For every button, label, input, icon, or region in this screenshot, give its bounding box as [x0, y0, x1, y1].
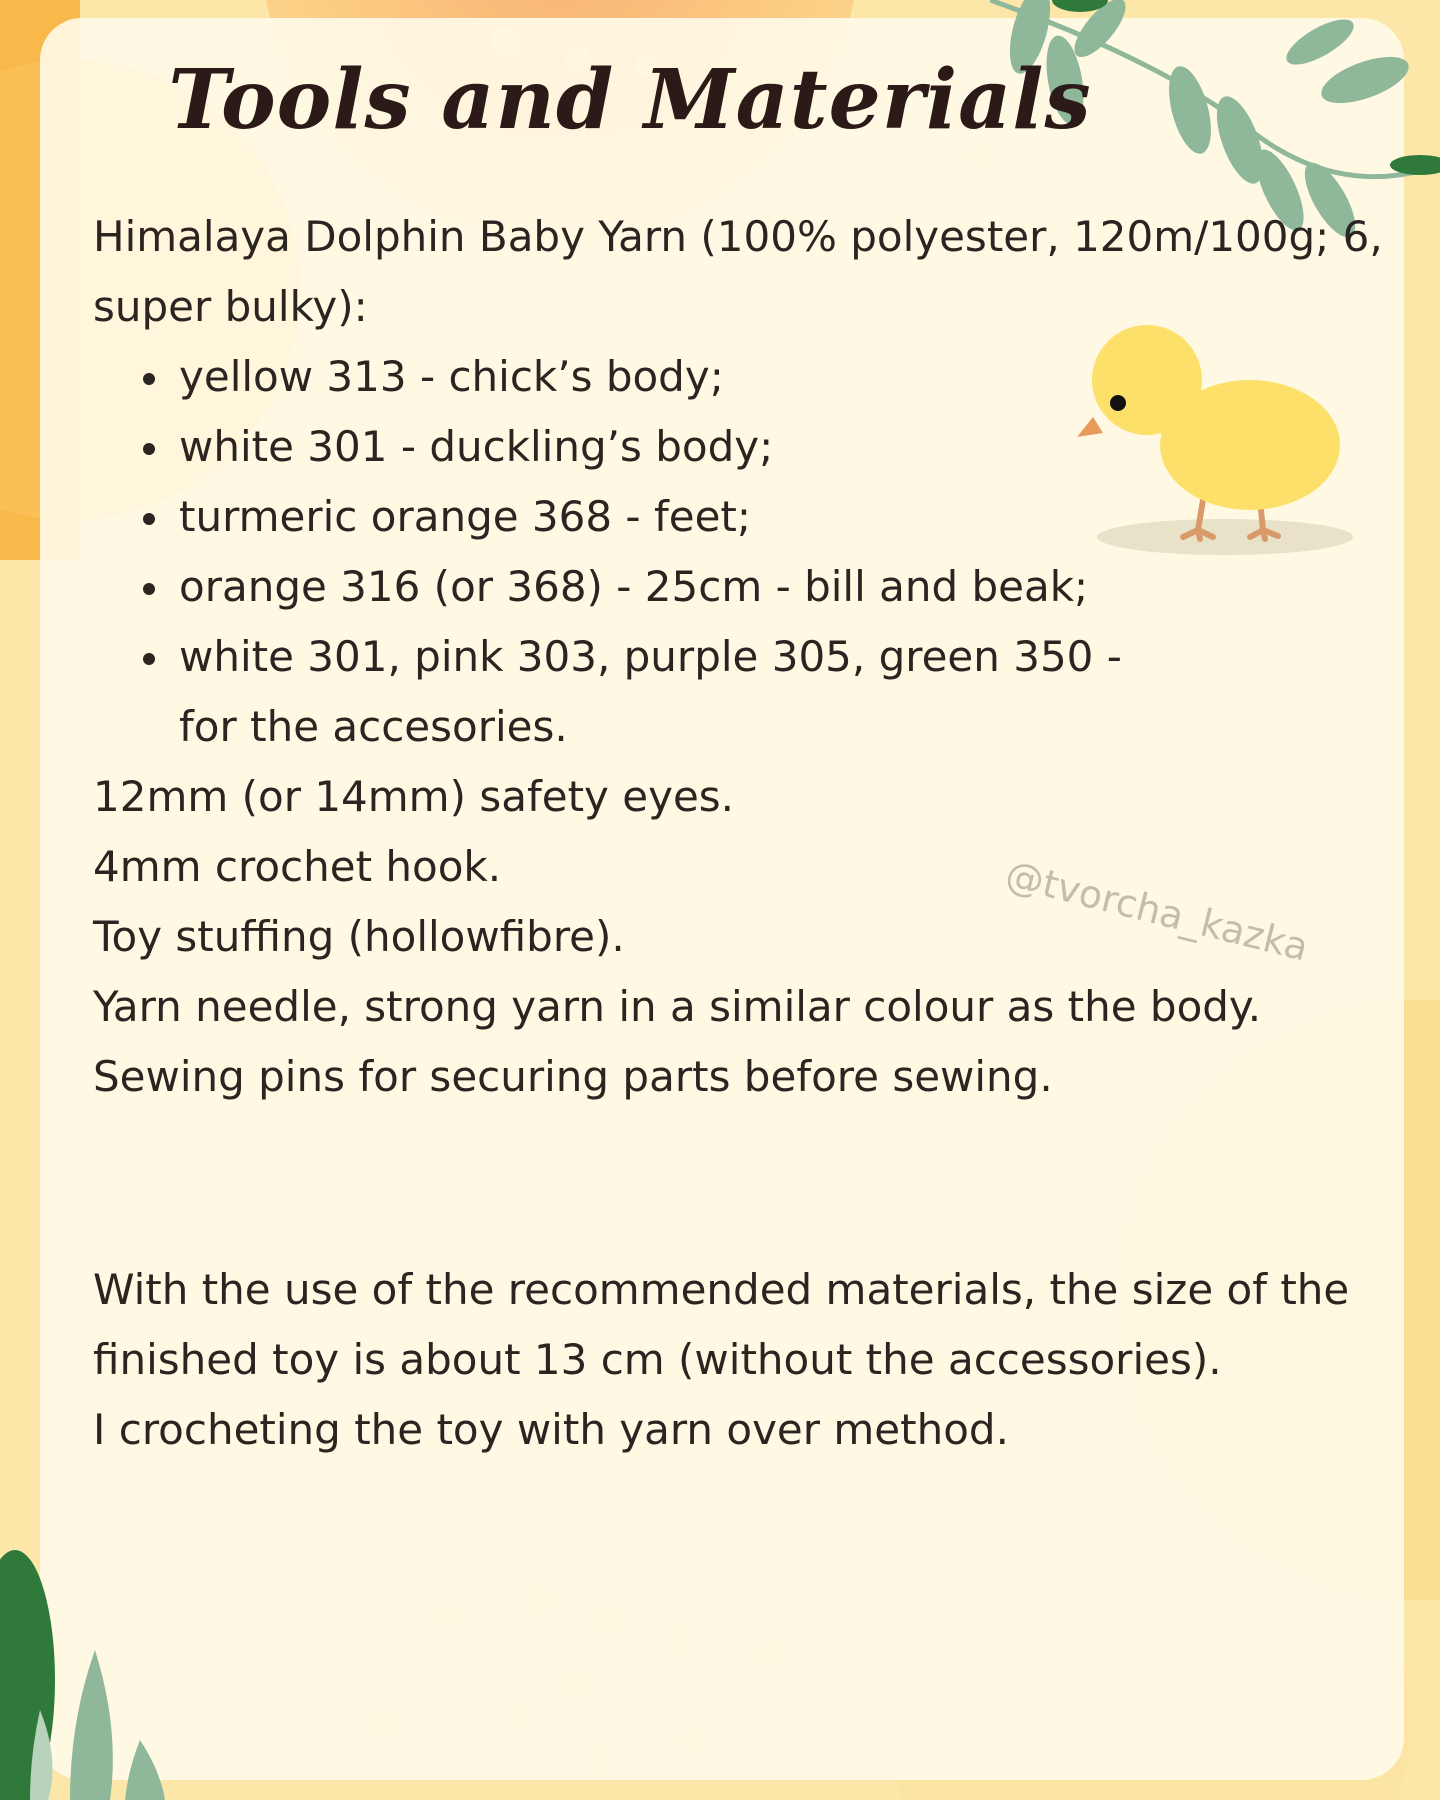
footer-line: I crocheting the toy with yarn over method. — [93, 1405, 1009, 1454]
yarn-intro: Himalaya Dolphin Baby Yarn (100% polyester, 120m/100g; 6, super bulky): — [93, 212, 1383, 331]
size-note — [93, 1255, 1393, 1465]
list-item: turmeric orange 368 - feet; — [179, 482, 1393, 552]
material-line: Toy stuffing (hollowfibre). — [93, 912, 625, 961]
list-item: white 301 - duckling’s body; — [179, 412, 1393, 482]
watermark-handle: @tvorcha_kazka — [1001, 852, 1313, 970]
leaf-cluster-icon — [0, 1540, 200, 1800]
page-title: Tools and Materials — [168, 52, 1092, 148]
material-line: Yarn needle, strong yarn in a similar colour as the body. — [93, 982, 1262, 1031]
material-line: Sewing pins for securing parts before sewing. — [93, 1052, 1053, 1101]
materials-section — [93, 202, 1393, 1112]
footer-line: With the use of the recommended materials, the size of the finished toy is about 13 cm (without the accessories). — [93, 1265, 1350, 1384]
material-line: 12mm (or 14mm) safety eyes. — [93, 772, 735, 821]
yarn-color-list — [93, 342, 1393, 762]
list-item: yellow 313 - chick’s body; — [179, 342, 1393, 412]
list-item: orange 316 (or 368) - 25cm - bill and beak; — [179, 552, 1393, 622]
material-line: 4mm crochet hook. — [93, 842, 502, 891]
list-item: white 301, pink 303, purple 305, green 350 - for the accesories. — [179, 622, 1189, 762]
